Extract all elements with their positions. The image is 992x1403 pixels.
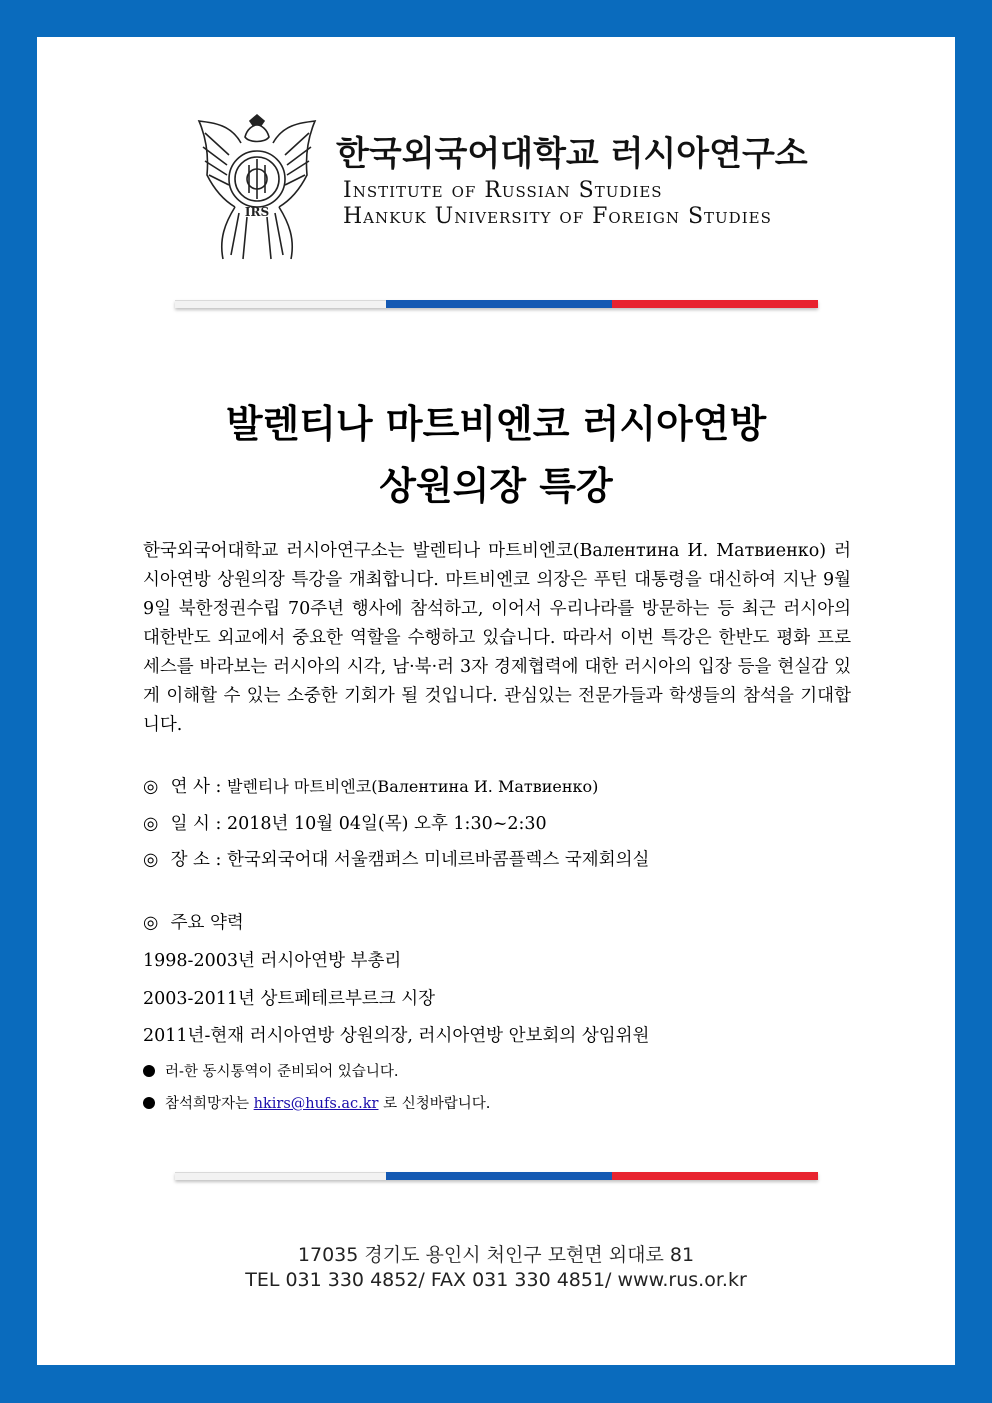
career-item: 2011년-현재 러시아연방 상원의장, 러시아연방 안보회의 상임위원 xyxy=(143,1026,650,1046)
venue-label: 장 소 : xyxy=(170,850,222,870)
event-title-line2: 상원의장 특강 xyxy=(379,464,613,508)
application-note xyxy=(143,1092,490,1113)
institute-logo xyxy=(195,113,319,263)
address-line: 17035 경기도 용인시 처인구 모현면 외대로 81 xyxy=(297,1244,695,1266)
speaker-value: 발렌티나 마트비엔코(Валентина И. Матвиенко) xyxy=(227,777,599,796)
bullet-mark: ◎ xyxy=(143,850,159,870)
bullet-dot-icon xyxy=(143,1097,155,1109)
contact-line: TEL 031 330 4852/ FAX 031 330 4851/ www.rus.or.kr xyxy=(245,1269,747,1291)
career-heading xyxy=(143,909,244,934)
datetime-value: 2018년 10월 04일(목) 오후 1:30~2:30 xyxy=(227,814,547,834)
tricolor-divider-top xyxy=(175,300,818,308)
apply-suffix: 로 신청바랍니다. xyxy=(383,1096,491,1112)
interpretation-note xyxy=(143,1060,398,1081)
email-link[interactable]: hkirs@hufs.ac.kr xyxy=(253,1096,379,1112)
event-title-line1: 발렌티나 마트비엔코 러시아연방 xyxy=(225,402,767,446)
speaker-label: 연 사 : xyxy=(170,777,222,797)
datetime-row xyxy=(143,810,547,835)
bullet-dot-icon xyxy=(143,1065,155,1077)
interpretation-text: 러-한 동시통역이 준비되어 있습니다. xyxy=(165,1064,399,1080)
career-item: 1998-2003년 러시아연방 부총리 xyxy=(143,951,402,971)
bullet-mark: ◎ xyxy=(143,777,159,797)
tricolor-divider-bottom xyxy=(175,1172,818,1180)
venue-value: 한국외국어대 서울캠퍼스 미네르바콤플렉스 국제회의실 xyxy=(227,850,650,870)
org-name-korean: 한국외국어대학교 러시아연구소 xyxy=(336,134,808,174)
org-name-english-line1: Institute of Russian Studies xyxy=(343,178,663,203)
apply-prefix: 참석희망자는 xyxy=(165,1096,250,1112)
bullet-mark: ◎ xyxy=(143,814,159,834)
career-label: 주요 약력 xyxy=(170,913,244,933)
speaker-row xyxy=(143,773,598,798)
datetime-label: 일 시 : xyxy=(170,814,222,834)
bullet-mark: ◎ xyxy=(143,913,159,933)
org-name-english-line2: Hankuk University of Foreign Studies xyxy=(343,204,772,229)
event-description: 한국외국어대학교 러시아연구소는 발렌티나 마트비엔코(Валентина И. Матвиенко) 러시아연방 상원의장 특강을 개최합니다. 마트비엔코 의장은 푸틴 대통령을 대신하여 지난 9월 9일 북한정권수립 70주년 행사에 참석하고, 이어서 우리나라를 방문하는 등 최근 러시아의 대한반도 외교에서 중요한 역할을 수행하고 있습니다. 따라서 이번 특강은 한반도 평화 프로세스를 바라보는 러시아의 시각, 남·북·러 3자 경제협력에 대한 러시아의 입장 등을 현실감 있게 이해할 수 있는 소중한 기회가 될 것입니다. 관심있는 전문가들과 학생들의 참석을 기대합니다. xyxy=(143,541,851,735)
logo-label: IRS xyxy=(244,205,270,219)
venue-row xyxy=(143,846,649,871)
career-item: 2003-2011년 상트페테르부르크 시장 xyxy=(143,989,436,1009)
